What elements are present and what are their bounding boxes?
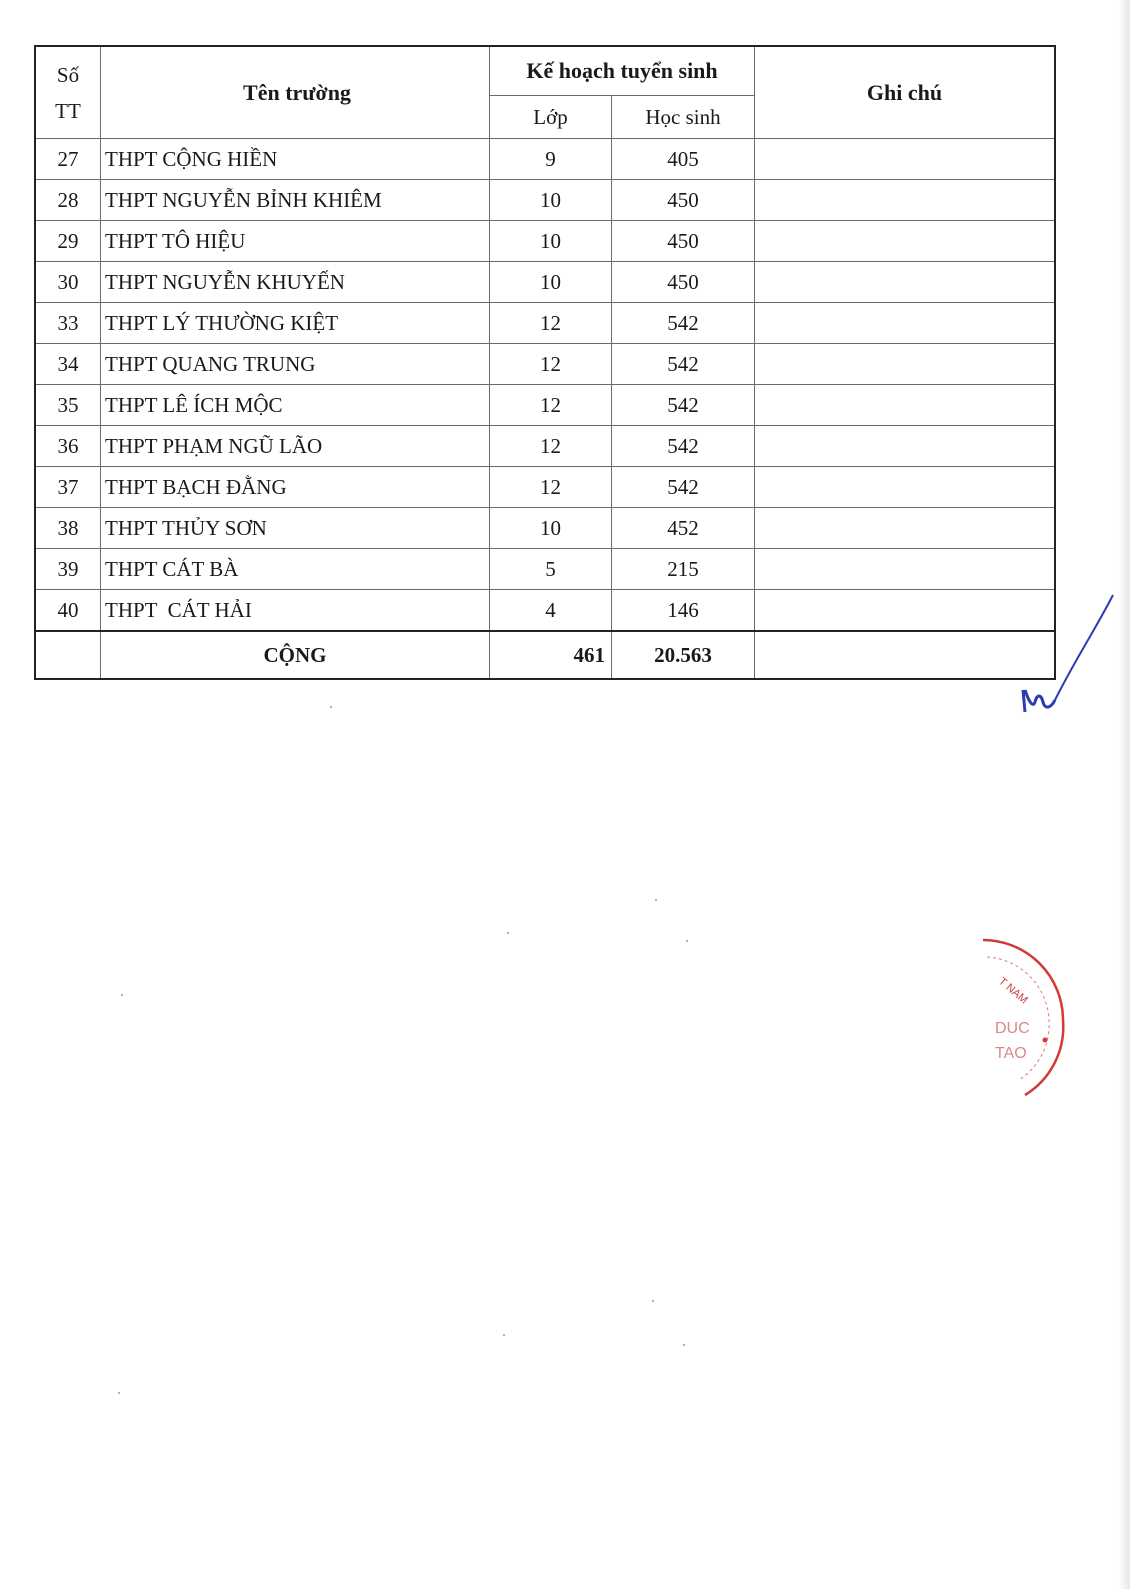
row-classes: 9 [490,139,612,180]
row-classes: 10 [490,221,612,262]
scan-speck [655,899,657,901]
row-stt: 36 [35,426,101,467]
row-classes: 10 [490,262,612,303]
header-stt [35,46,101,139]
row-students: 450 [612,180,755,221]
row-note [755,508,1056,549]
row-students: 542 [612,426,755,467]
row-school-name: THPT NGUYỄN KHUYẾN [101,262,490,303]
row-students: 215 [612,549,755,590]
row-note [755,590,1056,632]
table-row [35,139,1055,180]
row-classes: 12 [490,467,612,508]
row-classes: 4 [490,590,612,632]
table-row [35,221,1055,262]
row-classes: 5 [490,549,612,590]
row-classes: 12 [490,385,612,426]
table-row [35,590,1055,632]
row-stt: 30 [35,262,101,303]
row-school-name: THPT CÁT HẢI [101,590,490,632]
row-stt: 37 [35,467,101,508]
table-row [35,262,1055,303]
total-stt [35,631,101,679]
row-stt: 34 [35,344,101,385]
total-classes: 461 [490,631,612,679]
row-classes: 12 [490,344,612,385]
table-row [35,467,1055,508]
row-school-name: THPT LÝ THƯỜNG KIỆT [101,303,490,344]
table-row [35,508,1055,549]
row-school-name: THPT NGUYỄN BỈNH KHIÊM [101,180,490,221]
row-stt: 27 [35,139,101,180]
table-row [35,344,1055,385]
scan-speck [121,994,123,996]
row-school-name: THPT PHẠM NGŨ LÃO [101,426,490,467]
header-students: Học sinh [612,96,755,139]
scan-edge [1118,0,1130,1589]
row-note [755,139,1056,180]
row-students: 146 [612,590,755,632]
row-stt: 33 [35,303,101,344]
row-students: 542 [612,344,755,385]
row-stt: 28 [35,180,101,221]
official-stamp-icon [975,935,1071,1105]
scan-speck [507,932,509,934]
table-row [35,549,1055,590]
scan-speck [503,1334,505,1336]
row-note [755,221,1056,262]
row-note [755,385,1056,426]
row-school-name: THPT BẠCH ĐẰNG [101,467,490,508]
row-school-name: THPT THỦY SƠN [101,508,490,549]
row-students: 542 [612,385,755,426]
row-stt: 38 [35,508,101,549]
row-students: 405 [612,139,755,180]
svg-text:DUC: DUC [995,1020,1030,1037]
row-students: 452 [612,508,755,549]
header-enrollment-plan: Kế hoạch tuyển sinh [490,46,755,96]
total-label: CỘNG [101,631,490,679]
row-stt: 35 [35,385,101,426]
svg-text:TAO: TAO [995,1045,1027,1062]
table-row [35,303,1055,344]
row-school-name: THPT TÔ HIỆU [101,221,490,262]
row-note [755,303,1056,344]
row-classes: 12 [490,426,612,467]
scan-speck [118,1392,120,1394]
row-note [755,467,1056,508]
row-stt: 29 [35,221,101,262]
table-row [35,426,1055,467]
row-classes: 10 [490,508,612,549]
svg-text:T NAM: T NAM [996,975,1030,1007]
total-row [35,631,1055,679]
table-header [35,46,1055,139]
row-note [755,180,1056,221]
enrollment-plan-table [34,45,1056,680]
row-classes: 10 [490,180,612,221]
row-note [755,426,1056,467]
scan-speck [683,1344,685,1346]
table-row [35,180,1055,221]
row-students: 542 [612,467,755,508]
table-body [35,139,1055,680]
header-classes: Lớp [490,96,612,139]
row-school-name: THPT CỘNG HIỀN [101,139,490,180]
row-students: 450 [612,221,755,262]
table-row [35,385,1055,426]
row-students: 450 [612,262,755,303]
row-stt: 39 [35,549,101,590]
signature-icon [1015,590,1115,720]
row-classes: 12 [490,303,612,344]
row-note [755,262,1056,303]
header-stt-line1: Số [56,62,80,87]
row-school-name: THPT CÁT BÀ [101,549,490,590]
scan-speck [330,706,332,708]
scan-speck [686,940,688,942]
row-school-name: THPT LÊ ÍCH MỘC [101,385,490,426]
scan-speck [652,1300,654,1302]
row-school-name: THPT QUANG TRUNG [101,344,490,385]
row-students: 542 [612,303,755,344]
header-note: Ghi chú [755,46,1056,139]
total-note [755,631,1056,679]
total-students: 20.563 [612,631,755,679]
row-stt: 40 [35,590,101,632]
row-note [755,549,1056,590]
header-school-name: Tên trường [101,46,490,139]
header-stt-line2: TT [55,98,81,123]
row-note [755,344,1056,385]
